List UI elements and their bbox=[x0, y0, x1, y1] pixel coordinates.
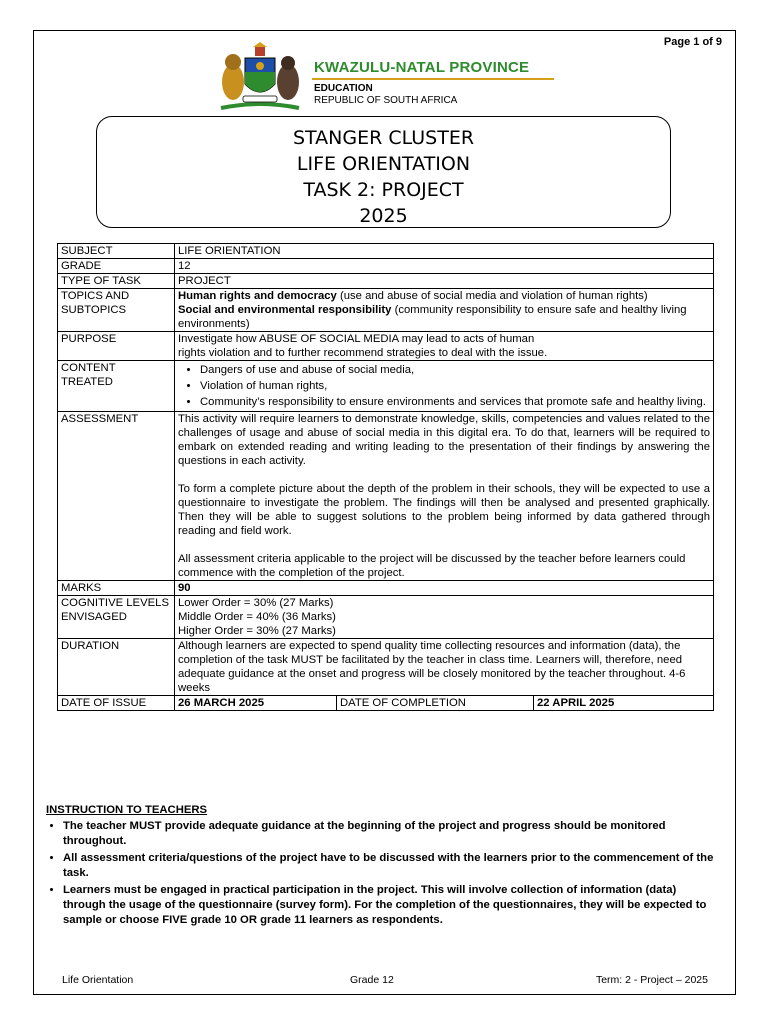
type-label: TYPE OF TASK bbox=[58, 274, 175, 289]
issue-label: DATE OF ISSUE bbox=[58, 696, 175, 711]
list-item: • Learners must be engaged in practical participation in the project. This will involve collection of information (data) through the usage of the questionnaire (survey form). For the completion of the questionnaires, they will be expected to sample or choose FIVE grade 10 OR grade 11 learners as respondents. bbox=[63, 883, 721, 928]
footer-grade: Grade 12 bbox=[350, 974, 394, 986]
province-name: KWAZULU-NATAL PROVINCE bbox=[314, 59, 530, 76]
cognitive-label-line: COGNITIVE LEVELS bbox=[61, 597, 169, 609]
content-list bbox=[178, 363, 710, 409]
topic-2 bbox=[178, 303, 710, 331]
table-row bbox=[58, 332, 714, 361]
purpose-line: rights violation and to further recommend strategies to deal with the issue. bbox=[178, 347, 548, 359]
topic-2-title: Social and environmental responsibility bbox=[178, 304, 392, 316]
table-row bbox=[58, 274, 714, 289]
issue-value: 26 MARCH 2025 bbox=[175, 696, 337, 711]
cognitive-value bbox=[175, 596, 714, 639]
country-name: REPUBLIC OF SOUTH AFRICA bbox=[314, 95, 458, 106]
topics-label bbox=[58, 289, 175, 332]
cognitive-label bbox=[58, 596, 175, 639]
purpose-line: Investigate how ABUSE OF SOCIAL MEDIA may lead to acts of human bbox=[178, 333, 535, 345]
title-line: STANGER CLUSTER bbox=[292, 127, 475, 149]
grade-value: 12 bbox=[175, 259, 714, 274]
topic-1 bbox=[178, 289, 710, 303]
type-value: PROJECT bbox=[175, 274, 714, 289]
table-row bbox=[58, 412, 714, 581]
subject-value: LIFE ORIENTATION bbox=[175, 244, 714, 259]
title-line: LIFE ORIENTATION bbox=[296, 153, 471, 175]
footer-term: Term: 2 - Project – 2025 bbox=[595, 974, 708, 986]
topics-value bbox=[175, 289, 714, 332]
completion-label: DATE OF COMPLETION bbox=[337, 696, 534, 711]
list-item: • Community’s responsibility to ensure environments and services that promote safe and healthy living. bbox=[200, 395, 710, 409]
table-row bbox=[58, 696, 714, 711]
table-row bbox=[58, 361, 714, 412]
subject-label: SUBJECT bbox=[58, 244, 175, 259]
assessment-paragraph: To form a complete picture about the depth of the problem in their schools, they will be expected to use a questionnaire to investigate the problem. The findings will then be analysed and presented graphically. Then they will be able to suggest solutions to the problem being informed by data gathered through reading and field work. bbox=[178, 483, 710, 537]
purpose-value bbox=[175, 332, 714, 361]
purpose-label: PURPOSE bbox=[58, 332, 175, 361]
cognitive-label-line: ENVISAGED bbox=[61, 611, 127, 623]
grade-label: GRADE bbox=[58, 259, 175, 274]
assessment-value bbox=[175, 412, 714, 581]
topic-1-detail: (use and abuse of social media and violation of human rights) bbox=[336, 290, 648, 302]
marks-value: 90 bbox=[175, 581, 714, 596]
instructions-heading: INSTRUCTION TO TEACHERS bbox=[46, 804, 208, 816]
list-item: • Dangers of use and abuse of social media, bbox=[200, 363, 710, 377]
duration-value: Although learners are expected to spend quality time collecting resources and information (data), the completion of the task MUST be facilitated by the teacher in class time. Learners will, therefore, need adequate guidance at the onset and progress will be closely monitored by the teacher throughout. 4-6 weeks bbox=[175, 639, 714, 696]
marks-label: MARKS bbox=[58, 581, 175, 596]
cognitive-line: Higher Order = 30% (27 Marks) bbox=[178, 625, 336, 637]
list-item: • Violation of human rights, bbox=[200, 379, 710, 393]
page-number: Page 1 of 9 bbox=[663, 36, 722, 48]
teacher-instructions bbox=[46, 803, 721, 930]
list-item: • The teacher MUST provide adequate guidance at the beginning of the project and progress should be monitored throughout. bbox=[63, 819, 721, 849]
topic-2-detail: (community responsibility to ensure safe and healthy living environments) bbox=[178, 304, 687, 330]
title-box bbox=[96, 116, 671, 228]
content-label-line: TREATED bbox=[61, 376, 113, 388]
duration-label: DURATION bbox=[58, 639, 175, 696]
assessment-paragraph: All assessment criteria applicable to the project will be discussed by the teacher before learners could commence with the completion of the project. bbox=[178, 553, 686, 579]
title-line: 2025 bbox=[359, 205, 408, 227]
footer-subject: Life Orientation bbox=[62, 974, 134, 986]
department-name: EDUCATION bbox=[314, 83, 373, 94]
province-underline bbox=[312, 78, 554, 80]
completion-value: 22 APRIL 2025 bbox=[534, 696, 714, 711]
list-item: • All assessment criteria/questions of the project have to be discussed with the learners prior to the commencement of the task. bbox=[63, 851, 721, 881]
table-row bbox=[58, 289, 714, 332]
table-row bbox=[58, 259, 714, 274]
topic-1-title: Human rights and democracy bbox=[178, 290, 337, 302]
table-row bbox=[58, 639, 714, 696]
content-value bbox=[175, 361, 714, 412]
content-label-line: CONTENT bbox=[61, 362, 116, 374]
topics-label-line: SUBTOPICS bbox=[61, 304, 127, 316]
assessment-label: ASSESSMENT bbox=[58, 412, 175, 581]
table-row bbox=[58, 596, 714, 639]
topics-label-line: TOPICS AND bbox=[61, 290, 130, 302]
table-row bbox=[58, 581, 714, 596]
title-line: TASK 2: PROJECT bbox=[303, 179, 464, 201]
instructions-list bbox=[46, 819, 721, 928]
assessment-paragraph: This activity will require learners to demonstrate knowledge, skills, competencies and values related to the challenges of usage and abuse of social media in this digital era. To do that, learners will be required to embark on extended reading and writing leading to the presentation of their findings by answering the questions in each activity. bbox=[178, 413, 710, 467]
task-info-table bbox=[57, 243, 714, 711]
table-row bbox=[58, 244, 714, 259]
provincial-coat-of-arms-logo bbox=[213, 42, 307, 112]
cognitive-line: Lower Order = 30% (27 Marks) bbox=[178, 597, 334, 609]
cognitive-line: Middle Order = 40% (36 Marks) bbox=[178, 611, 336, 623]
content-label bbox=[58, 361, 175, 412]
